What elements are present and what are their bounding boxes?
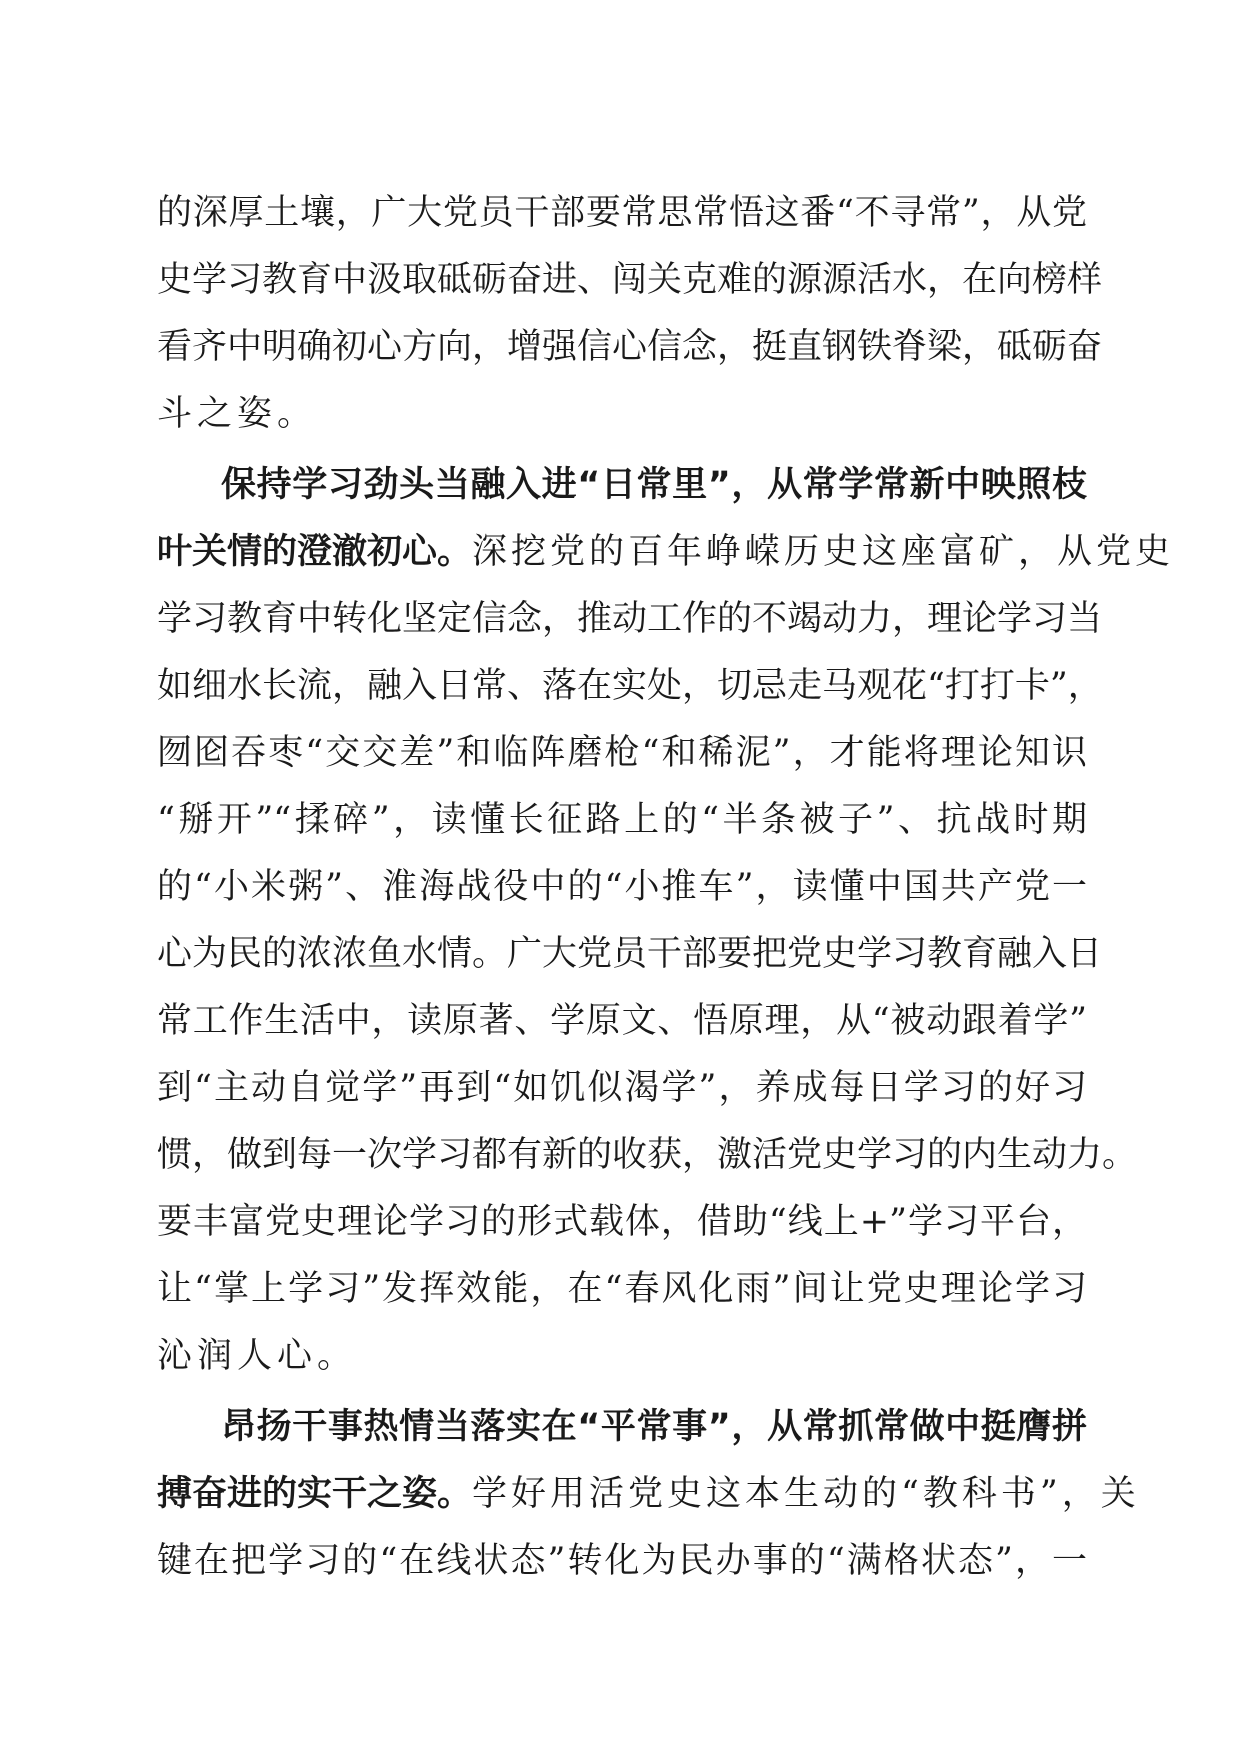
- paragraph-line: 如细水长流，融入日常、落在实处，切忌走马观花“打打卡”，: [157, 666, 1103, 706]
- paragraph-line: 惯，做到每一次学习都有新的收获，激活党史学习的内生动力。: [157, 1135, 1138, 1175]
- paragraph-line: 常工作生活中，读原著、学原文、悟原理，从“被动跟着学”: [157, 1001, 1087, 1041]
- paragraph-text: 学好用活党史这本生动的“教科书”，关: [472, 1474, 1140, 1514]
- paragraph-line: [157, 1464, 1140, 1524]
- section-heading-line: 昂扬干事热情当落实在“平常事”，从常抓常做中挺膺拼: [221, 1407, 1087, 1447]
- paragraph-text: 深挖党的百年峥嵘历史这座富矿，从党史: [472, 532, 1175, 572]
- paragraph-line: 的“小米粥”、淮海战役中的“小推车”，读懂中国共产党一: [157, 867, 1087, 907]
- paragraph-line: 心为民的浓浓鱼水情。广大党员干部要把党史学习教育融入日: [157, 934, 1103, 974]
- paragraph-line: 到“主动自觉学”再到“如饥似渴学”，养成每日学习的好习: [157, 1068, 1087, 1108]
- paragraph-line: 学习教育中转化坚定信念，推动工作的不竭动力，理论学习当: [157, 599, 1103, 639]
- paragraph-line: 让“掌上学习”发挥效能，在“春风化雨”间让党史理论学习: [157, 1269, 1087, 1309]
- section-heading-line: 保持学习劲头当融入进“日常里”，从常学常新中映照枝: [221, 465, 1087, 505]
- section-heading-tail: 搏奋进的实干之姿。: [157, 1474, 473, 1514]
- paragraph-line: 斗之姿。: [157, 394, 318, 434]
- paragraph-line: [157, 522, 1175, 582]
- paragraph-line: 史学习教育中汲取砥砺奋进、闯关克难的源源活水，在向榜样: [157, 260, 1103, 300]
- paragraph-line: 的深厚土壤，广大党员干部要常思常悟这番“不寻常”，从党: [157, 193, 1087, 233]
- paragraph-line: 沁润人心。: [157, 1336, 358, 1376]
- section-heading-tail: 叶关情的澄澈初心。: [157, 532, 473, 572]
- paragraph-line: 键在把学习的“在线状态”转化为民办事的“满格状态”，一: [157, 1541, 1087, 1581]
- paragraph-line: “掰开”“揉碎”，读懂长征路上的“半条被子”、抗战时期: [157, 800, 1087, 840]
- paragraph-line: 要丰富党史理论学习的形式载体，借助“线上+”学习平台，: [157, 1202, 1087, 1242]
- paragraph-line: 看齐中明确初心方向，增强信心信念，挺直钢铁脊梁，砥砺奋: [157, 327, 1103, 367]
- paragraph-line: 囫囵吞枣“交交差”和临阵磨枪“和稀泥”，才能将理论知识: [157, 733, 1087, 773]
